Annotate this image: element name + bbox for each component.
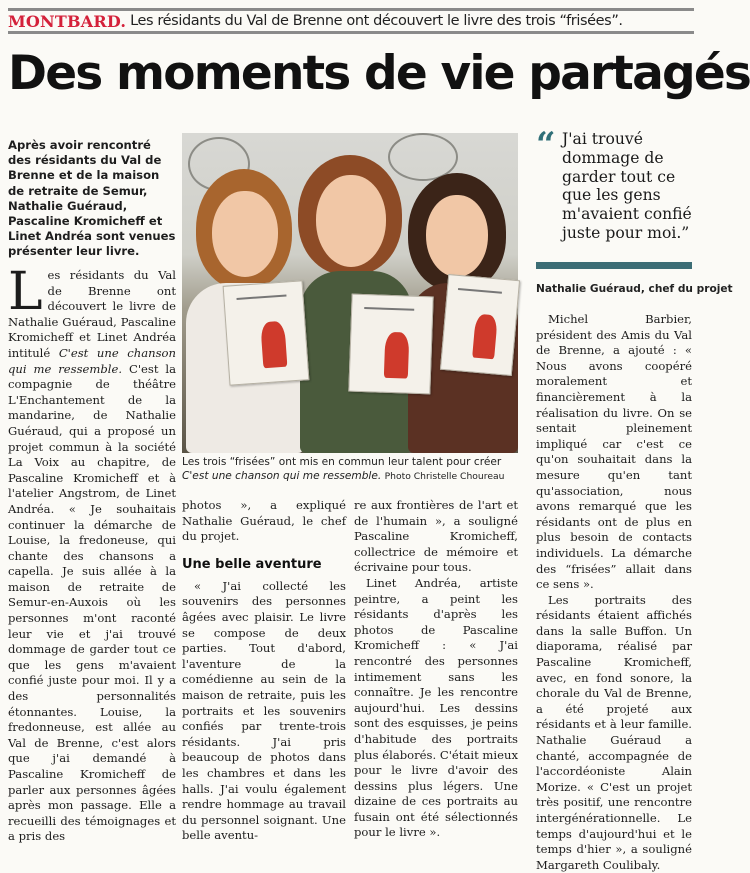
article-photo: [182, 133, 518, 453]
kicker-city: MONTBARD.: [8, 11, 127, 31]
pull-quote: [536, 125, 692, 243]
quote-mark-icon: “: [536, 125, 556, 165]
article-column-3: [354, 498, 518, 841]
kicker-bar: [8, 8, 694, 34]
column-2-start: photos », a expliqué Nathalie Guéraud, le chef du projet.: [182, 498, 346, 544]
paragraph-1-start: es résidants du Val de Brenne ont découvert le livre de Nathalie Guéraud, Pascaline Kromicheff et Linet Andréa intitulé: [8, 268, 176, 360]
photo-credit: Photo Christelle Choureau: [384, 470, 505, 482]
headline: Des moments de vie partagés: [8, 46, 750, 101]
article-column-4: [536, 312, 692, 873]
column-3-paragraph-2: Linet Andréa, artiste peintre, a peint les résidants d'après les photos de Pascaline Kromicheff : « J'ai rencontré des personnes intimement sans les connaître. Je les rencontre aujourd'hui. Les dessins sont des esquisses, je peins d'habitude des portraits plus élaborés. C'était mieux pour le livre d'avoir des dessins plus légers. Une dizaine de ces portraits au fusain ont été sélectionnés pour le livre ».: [354, 575, 518, 840]
paragraph-1-cont: C'est la compagnie de théâtre L'Enchantement de la mandarine, de Nathalie Guéraud, qui a proposé un projet commun à la société La Voix au chapitre, de Pascaline Kromicheff et à l'atelier Angstrom, de Linet Andréa. « Je souhaitais continuer la démarche de Louise, la fredoneuse, qui chante des chansons a capella. Je suis allée à la maison de retraite de Semur-en-Auxois où les personnes m'ont raconté leur vie et j'ai trouvé dommage de garder tout ce que les gens m'avaient confié juste pour moi. Il y a des personnalités étonnantes. Louise, la fredonneuse, est allée au Val de Brenne, c'est alors que j'ai demandé à Pascaline Kromicheff de parler aux personnes âgées après mon passage. Elle a recueilli des témoignages et a pris des: [8, 361, 176, 844]
drop-cap: L: [8, 262, 43, 322]
article-column-1: [8, 262, 176, 845]
column-2-paragraph: « J'ai collecté les souvenirs des personnes âgées avec plaisir. Le livre se compose de deux parties. Tout d'abord, l'aventure de la comédienne au sein de la maison de retraite, puis les portraits et les souvenirs confiés par trente-trois résidants. J'ai pris beaucoup de photos dans les chambres et dans les halls. J'ai voulu également rendre hommage au travail du personnel soignant. Une belle aventu-: [182, 578, 346, 843]
book-title: C'est une chanson qui me ressemble.: [8, 345, 176, 376]
kicker-text: Les résidants du Val de Brenne ont découvert le livre des trois “frisées”.: [130, 13, 623, 29]
lead-paragraph: Après avoir rencontré des résidants du Val de Brenne et de la maison de retraite de Semur, Nathalie Guéraud, Pascaline Kromicheff et Linet Andréa sont venues présenter leur livre.: [8, 138, 176, 259]
quote-text: J'ai trouvé dommage de garder tout ce que les gens m'avaient confié juste pour moi.”: [562, 130, 692, 242]
quote-attribution: Nathalie Guéraud, chef du projet: [536, 283, 733, 295]
caption-text: Les trois “frisées” ont mis en commun leur talent pour créer: [182, 456, 502, 468]
column-4-paragraph-2: Les portraits des résidants étaient affichés dans la salle Buffon. Un diaporama, réalisé par Pascaline Kromicheff, avec, en fond sonore, la chorale du Val de Brenne, a été projeté aux résidants et à leur famille. Nathalie Guéraud a chanté, accompagnée de l'accordéoniste Alain Morize. « C'est un projet très positif, une rencontre intergénérationnelle. Le temps d'aujourd'hui et le temps d'hier », a souligné Margareth Coulibaly.: [536, 592, 692, 872]
article-column-2: [182, 498, 346, 844]
column-4-paragraph-1: Michel Barbier, président des Amis du Val de Brenne, a ajouté : « Nous avons coopéré moralement et financièrement à la réalisation du livre. On se sentait pleinement impliqué car c'est ce qu'on souhaitait dans la mesure qu'en tant qu'association, nous avons remarqué que les résidants ont de plus en plus besoin de contacts individuels. La démarche des “frisées” allait dans ce sens ».: [536, 312, 692, 592]
quote-divider: [536, 262, 692, 269]
subhead: Une belle aventure: [182, 556, 322, 572]
photo-caption: [182, 456, 518, 483]
caption-title: C'est une chanson qui me ressemble.: [182, 469, 382, 482]
column-3-paragraph-1: re aux frontières de l'art et de l'humain », a souligné Pascaline Kromicheff, collectrice de mémoire et écrivaine pour tous.: [354, 498, 518, 575]
